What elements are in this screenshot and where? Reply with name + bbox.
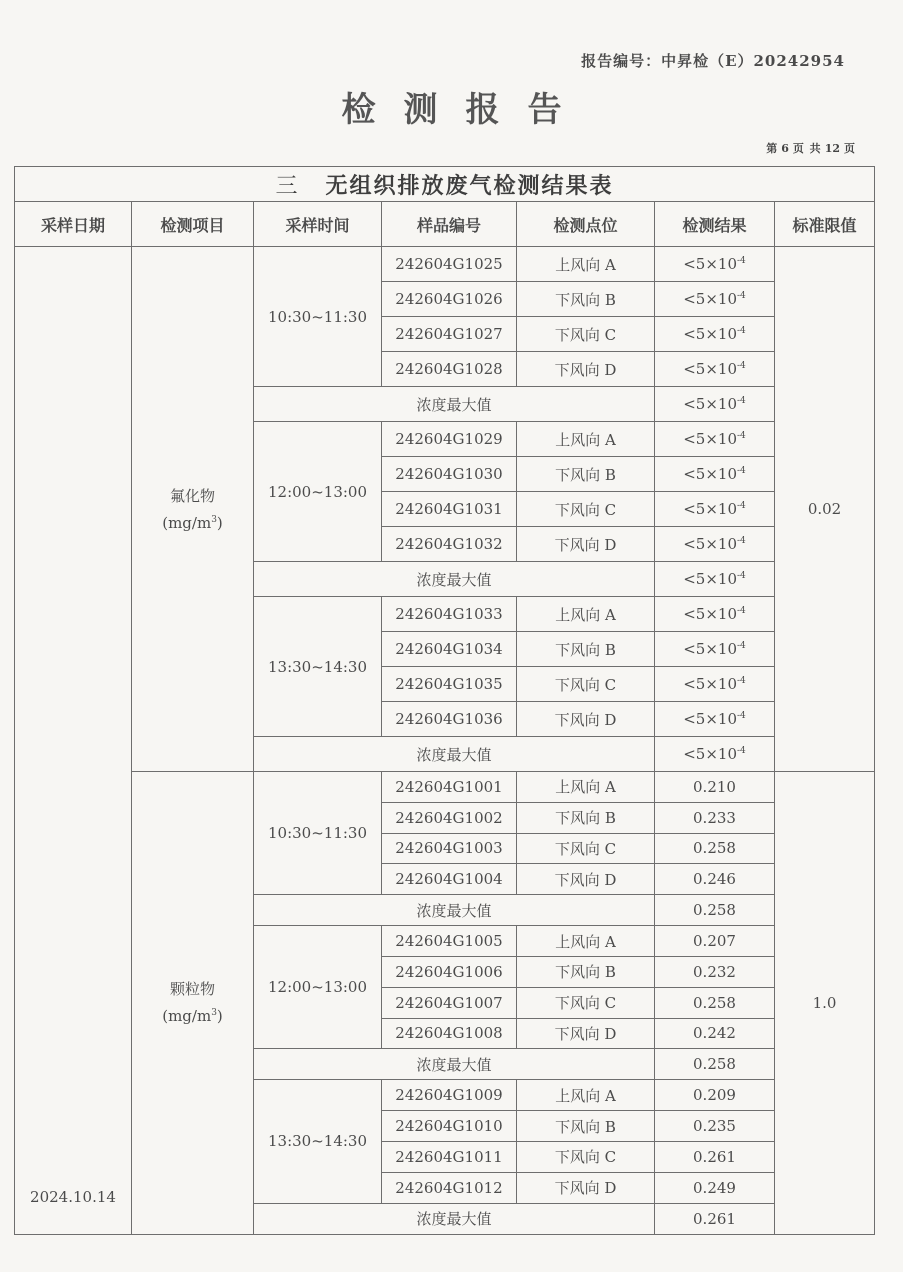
test-point: 下风向 B	[517, 1111, 655, 1142]
test-point: 下风向 D	[517, 1172, 655, 1203]
sample-number: 242604G1007	[382, 987, 517, 1018]
test-result	[655, 247, 775, 282]
sampling-time: 13:30~14:30	[254, 597, 382, 737]
sample-number: 242604G1035	[382, 667, 517, 702]
max-value	[655, 895, 775, 926]
test-point: 上风向 A	[517, 926, 655, 957]
test-result	[655, 422, 775, 457]
sample-number: 242604G1026	[382, 282, 517, 317]
result-base: <5×10	[683, 605, 737, 623]
max-exp: -4	[737, 396, 746, 406]
sample-number: 242604G1033	[382, 597, 517, 632]
result-base: 0.249	[693, 1178, 736, 1197]
result-base: <5×10	[683, 255, 737, 273]
unit-close: )	[216, 1007, 223, 1026]
result-exp: -4	[737, 711, 746, 721]
test-point: 下风向 C	[517, 833, 655, 864]
test-item-name: 颗粒物	[169, 980, 215, 999]
max-base: 0.261	[693, 1209, 736, 1228]
test-point: 下风向 D	[517, 702, 655, 737]
sample-number: 242604G1027	[382, 317, 517, 352]
result-base: <5×10	[683, 290, 737, 308]
col-header-sample: 样品编号	[382, 202, 517, 247]
max-label: 浓度最大值	[254, 895, 655, 926]
result-base: 0.207	[693, 932, 736, 951]
sample-number: 242604G1003	[382, 833, 517, 864]
result-base: <5×10	[683, 325, 737, 343]
report-number: 报告编号：中昇检（E）20242954	[581, 52, 845, 70]
result-base: 0.232	[693, 962, 736, 981]
test-result	[655, 772, 775, 803]
standard-limit: 0.02	[775, 247, 875, 772]
sample-number: 242604G1004	[382, 864, 517, 895]
result-exp: -4	[737, 536, 746, 546]
report-title: 检测报告	[341, 90, 590, 130]
unit-base: (mg/m	[162, 513, 212, 532]
result-exp: -4	[737, 676, 746, 686]
test-item-name: 氟化物	[169, 486, 215, 505]
sample-number: 242604G1030	[382, 457, 517, 492]
sample-number: 242604G1012	[382, 1172, 517, 1203]
max-value	[655, 1049, 775, 1080]
standard-limit: 1.0	[775, 772, 875, 1235]
sample-number: 242604G1032	[382, 527, 517, 562]
max-base: 0.258	[693, 1055, 736, 1074]
result-exp: -4	[737, 606, 746, 616]
max-value	[655, 1203, 775, 1234]
test-point: 下风向 B	[517, 632, 655, 667]
result-base: 0.246	[693, 870, 736, 889]
sample-number: 242604G1036	[382, 702, 517, 737]
test-result	[655, 1080, 775, 1111]
results-table	[14, 166, 875, 1235]
max-label: 浓度最大值	[254, 562, 655, 597]
test-result	[655, 457, 775, 492]
result-base: <5×10	[683, 640, 737, 658]
test-result	[655, 597, 775, 632]
test-result	[655, 802, 775, 833]
test-result	[655, 864, 775, 895]
unit-base: (mg/m	[162, 1007, 212, 1026]
max-base: 0.258	[693, 901, 736, 920]
sampling-time: 13:30~14:30	[254, 1080, 382, 1203]
test-result	[655, 926, 775, 957]
unit-exp: 3	[211, 514, 217, 525]
result-base: 0.210	[693, 777, 736, 796]
sampling-time: 10:30~11:30	[254, 772, 382, 895]
sample-number: 242604G1011	[382, 1141, 517, 1172]
test-point: 下风向 B	[517, 457, 655, 492]
section-title-text: 无组织排放废气检测结果表	[325, 172, 614, 199]
test-point: 下风向 C	[517, 1141, 655, 1172]
page-number	[762, 140, 855, 156]
result-base: <5×10	[683, 360, 737, 378]
max-value	[655, 737, 775, 772]
test-point: 下风向 C	[517, 667, 655, 702]
test-item	[132, 247, 254, 772]
max-label: 浓度最大值	[254, 387, 655, 422]
sample-number: 242604G1002	[382, 802, 517, 833]
sample-number: 242604G1028	[382, 352, 517, 387]
result-exp: -4	[737, 466, 746, 476]
result-base: <5×10	[683, 430, 737, 448]
test-result	[655, 282, 775, 317]
col-header-point: 检测点位	[517, 202, 655, 247]
sampling-time: 10:30~11:30	[254, 247, 382, 387]
test-point: 上风向 A	[517, 1080, 655, 1111]
test-point: 下风向 D	[517, 352, 655, 387]
test-point: 上风向 A	[517, 772, 655, 803]
result-base: <5×10	[683, 710, 737, 728]
page-middle: 页 共	[792, 142, 821, 155]
test-result	[655, 352, 775, 387]
result-base: <5×10	[683, 500, 737, 518]
result-base: 0.235	[693, 1117, 736, 1136]
sample-number: 242604G1001	[382, 772, 517, 803]
table-row	[15, 772, 875, 803]
test-result	[655, 527, 775, 562]
result-exp: -4	[737, 431, 746, 441]
test-result	[655, 956, 775, 987]
test-point: 下风向 D	[517, 527, 655, 562]
sample-number: 242604G1008	[382, 1018, 517, 1049]
result-exp: -4	[737, 326, 746, 336]
test-result	[655, 987, 775, 1018]
col-header-limit: 标准限值	[775, 202, 875, 247]
sample-number: 242604G1006	[382, 956, 517, 987]
result-exp: -4	[737, 361, 746, 371]
test-point: 下风向 B	[517, 956, 655, 987]
result-base: <5×10	[683, 465, 737, 483]
test-result	[655, 833, 775, 864]
test-point: 下风向 C	[517, 492, 655, 527]
test-point: 下风向 D	[517, 1018, 655, 1049]
test-result	[655, 1018, 775, 1049]
max-base: <5×10	[683, 570, 737, 588]
sample-number: 242604G1029	[382, 422, 517, 457]
table-row	[15, 247, 875, 282]
col-header-result: 检测结果	[655, 202, 775, 247]
page-suffix: 页	[844, 142, 855, 155]
sample-number: 242604G1009	[382, 1080, 517, 1111]
section-number: 三	[275, 173, 300, 199]
result-base: 0.209	[693, 1086, 736, 1105]
sample-number: 242604G1034	[382, 632, 517, 667]
result-exp: -4	[737, 501, 746, 511]
test-point: 下风向 B	[517, 802, 655, 833]
test-point: 上风向 A	[517, 247, 655, 282]
test-point: 上风向 A	[517, 597, 655, 632]
result-base: 0.261	[693, 1147, 736, 1166]
test-point: 下风向 B	[517, 282, 655, 317]
test-point: 下风向 C	[517, 987, 655, 1018]
unit-exp: 3	[211, 1008, 217, 1019]
max-value	[655, 387, 775, 422]
max-label: 浓度最大值	[254, 737, 655, 772]
test-point: 下风向 C	[517, 317, 655, 352]
max-base: <5×10	[683, 745, 737, 763]
page-prefix: 第	[766, 142, 778, 155]
max-base: <5×10	[683, 395, 737, 413]
result-exp: -4	[737, 256, 746, 266]
col-header-time: 采样时间	[254, 202, 382, 247]
section-title	[15, 167, 875, 202]
col-header-item: 检测项目	[132, 202, 254, 247]
result-base: <5×10	[683, 535, 737, 553]
result-base: 0.233	[693, 808, 736, 827]
test-point: 上风向 A	[517, 422, 655, 457]
max-value	[655, 562, 775, 597]
sampling-time: 12:00~13:00	[254, 422, 382, 562]
test-result	[655, 1111, 775, 1142]
test-result	[655, 632, 775, 667]
result-base: <5×10	[683, 675, 737, 693]
sample-number: 242604G1010	[382, 1111, 517, 1142]
unit-close: )	[216, 513, 223, 532]
test-result	[655, 1172, 775, 1203]
result-exp: -4	[737, 291, 746, 301]
result-exp: -4	[737, 641, 746, 651]
page-current: 6	[781, 142, 789, 155]
result-base: 0.258	[693, 839, 736, 858]
col-header-date: 采样日期	[15, 202, 132, 247]
max-exp: -4	[737, 571, 746, 581]
max-exp: -4	[737, 746, 746, 756]
sample-number: 242604G1025	[382, 247, 517, 282]
test-result	[655, 492, 775, 527]
sample-number: 242604G1005	[382, 926, 517, 957]
page-total: 12	[824, 142, 840, 155]
test-result	[655, 317, 775, 352]
test-result	[655, 1141, 775, 1172]
sample-number: 242604G1031	[382, 492, 517, 527]
test-result	[655, 667, 775, 702]
result-base: 0.242	[693, 1024, 736, 1043]
results-body	[15, 247, 875, 1235]
max-label: 浓度最大值	[254, 1203, 655, 1234]
test-result	[655, 702, 775, 737]
test-item	[132, 772, 254, 1235]
result-base: 0.258	[693, 993, 736, 1012]
sampling-date: 2024.10.14	[15, 247, 132, 1235]
test-point: 下风向 D	[517, 864, 655, 895]
sampling-time: 12:00~13:00	[254, 926, 382, 1049]
max-label: 浓度最大值	[254, 1049, 655, 1080]
